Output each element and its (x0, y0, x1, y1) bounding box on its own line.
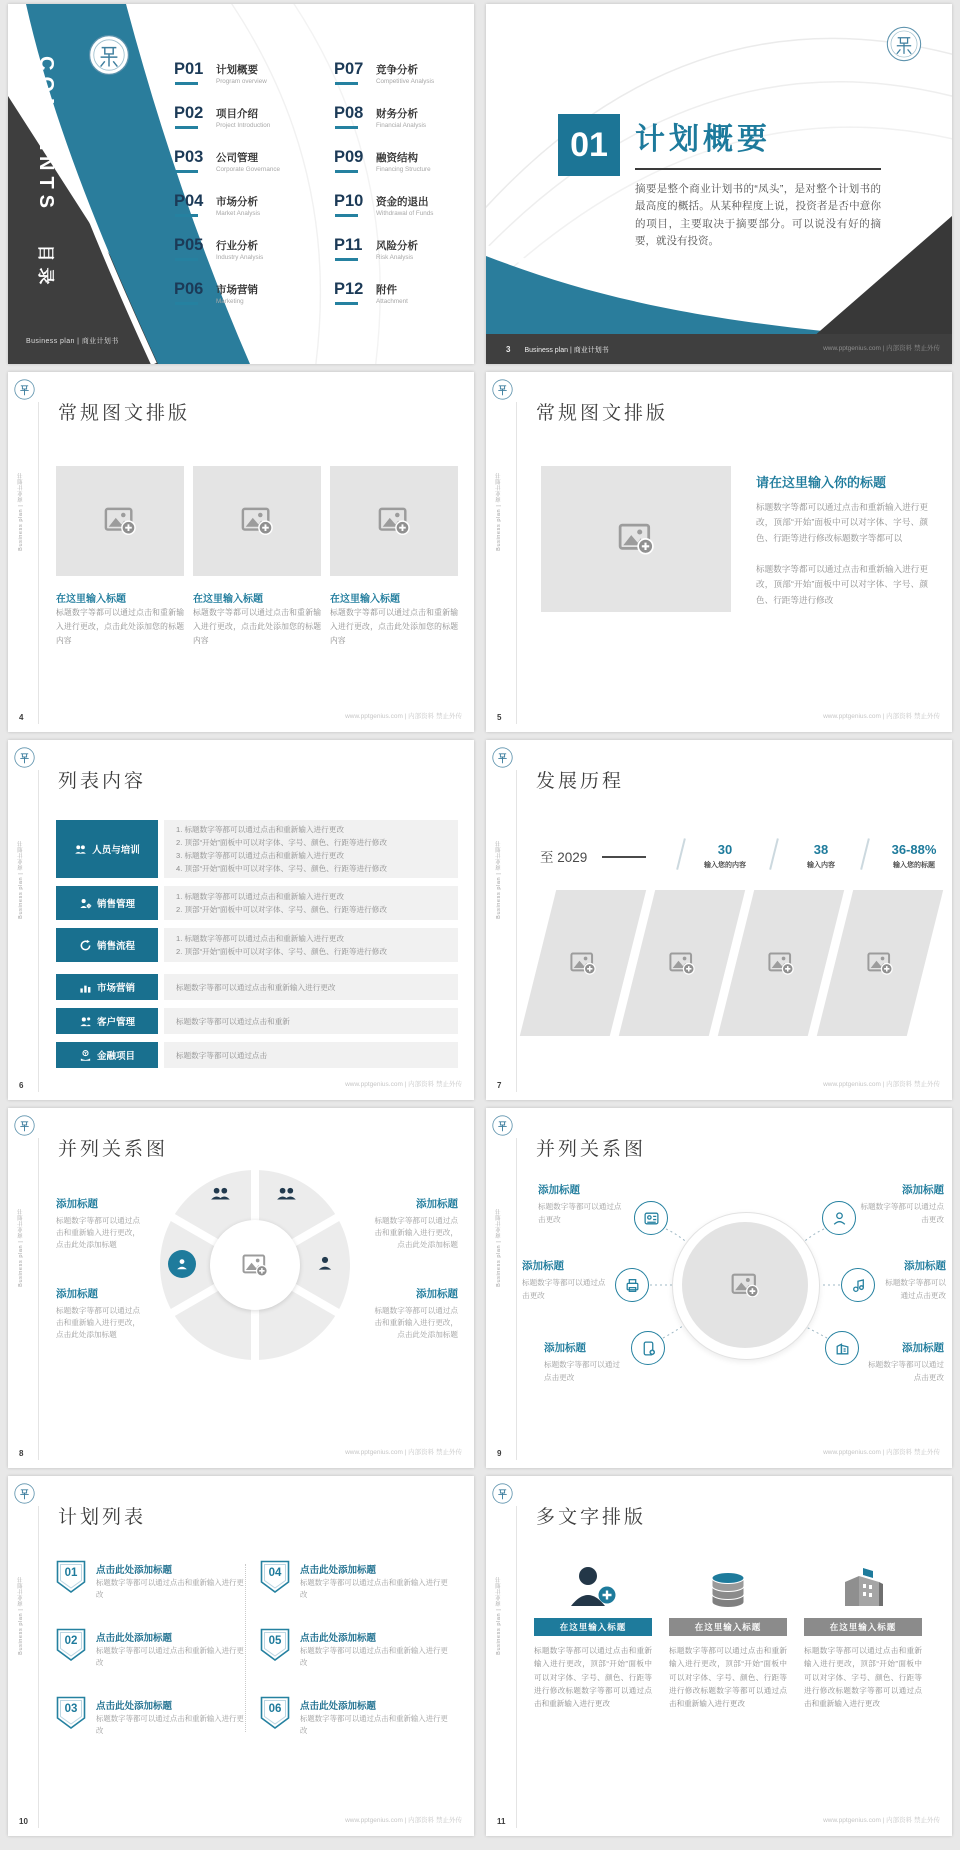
brand-vertical-text: Business plan | 商业计划书 (496, 840, 502, 919)
text-column-3 (804, 1554, 922, 1710)
page-title: 发展历程 (536, 771, 625, 792)
toc-item-p11[interactable] (334, 236, 434, 267)
plan-body: 标题数字等都可以通过点击和重新输入进行更改 (300, 1714, 448, 1736)
toc-item-p08[interactable] (334, 104, 434, 135)
slide-multitext[interactable] (486, 1476, 952, 1836)
center-circle (672, 1212, 820, 1360)
toc-title: 公司管理 (216, 152, 258, 164)
column-heading: 在这里输入标题 (804, 1618, 922, 1636)
printer-icon (624, 1277, 641, 1294)
toc-num: P12 (334, 280, 364, 298)
page-number: 10 (19, 1817, 28, 1826)
list-label-finance[interactable]: 金融项目 (56, 1042, 158, 1068)
side-divider (38, 1138, 39, 1460)
list-label-sales-process[interactable]: 销售流程 (56, 928, 158, 962)
toc-item-p09[interactable] (334, 148, 434, 179)
timeline-year: 至 2029 (540, 850, 588, 865)
slide-cover-contents[interactable] (8, 4, 474, 364)
column-body: 标题数字等都可以通过点击和重新输入进行更改，顶部“开始”面板中可以对字体、字号、颜色、行距等进行修改标题数字等都可以通过点击和重新输入进行更改 (669, 1646, 787, 1709)
toc-num: P02 (174, 104, 204, 122)
toc-item-p06[interactable] (174, 280, 280, 311)
item-title: 在这里输入标题 (330, 594, 400, 605)
item-title: 在这里输入标题 (193, 594, 263, 605)
chapter-title: 计划概要 (635, 123, 771, 156)
item-body: 标题数字等都可以通过点击和重新输入进行更改，点击此处添加您的标题内容 (330, 608, 458, 646)
node-heading: 添加标题 (902, 1342, 944, 1354)
node-icon[interactable] (634, 1201, 668, 1235)
plan-number: 02 (64, 1635, 78, 1647)
block-heading: 添加标题 (416, 1288, 458, 1300)
column-body: 标题数字等都可以通过点击和重新输入进行更改，顶部“开始”面板中可以对字体、字号、颜色、行距等进行修改标题数字等都可以通过点击和重新输入进行更改 (804, 1646, 922, 1709)
node-body: 标题数字等都可以通过点击更改 (522, 1278, 606, 1300)
list-line: 1. 标题数字等都可以通过点击和重新输入进行更改 (176, 934, 344, 943)
plan-heading: 点击此处添加标题 (96, 1701, 173, 1712)
side-divider (516, 770, 517, 1092)
bar-chart-icon (79, 981, 92, 994)
company-seal-logo (14, 1483, 35, 1504)
plan-heading: 点击此处添加标题 (96, 1633, 173, 1644)
side-divider (516, 402, 517, 724)
side-divider (38, 402, 39, 724)
toc-title: 财务分析 (376, 108, 418, 120)
company-seal-logo (14, 1115, 35, 1136)
person-add-icon (569, 1564, 617, 1610)
toc-underline (175, 258, 198, 261)
company-seal-logo (88, 34, 130, 76)
list-line: 标题数字等都可以通过点击和重新 (176, 1016, 290, 1026)
plan-heading: 点击此处添加标题 (300, 1701, 377, 1712)
music-note-icon (850, 1277, 867, 1294)
node-body: 标题数字等都可以通过点击更改 (860, 1202, 944, 1224)
brand-vertical-text: Business plan | 商业计划书 (18, 1576, 24, 1655)
contents-cn: 目录 (36, 244, 55, 291)
stat-label: 输入您的内容 (704, 862, 746, 869)
page-title: 并列关系图 (58, 1139, 169, 1160)
customers-icon (79, 1015, 92, 1028)
user-icon (316, 1254, 334, 1272)
plan-number: 05 (268, 1635, 282, 1647)
brand-vertical-text: Business plan | 商业计划书 (18, 1208, 24, 1287)
company-seal-logo (14, 379, 35, 400)
brand-vertical-text: Business plan | 商业计划书 (496, 1576, 502, 1655)
site-note: www.pptgenius.com | 内部资料 禁止外传 (345, 1081, 462, 1088)
toc-title: 附件 (376, 284, 397, 296)
stat-value: 30 (717, 842, 733, 857)
stat-value: 36-88% (891, 842, 937, 857)
stat-value: 38 (813, 842, 829, 857)
page-number: 3 (506, 345, 511, 354)
list-line: 标题数字等都可以通过点击和重新输入进行更改 (176, 982, 336, 992)
toc-title: 市场分析 (216, 196, 258, 208)
image-plus-icon (618, 523, 654, 555)
toc-item-p03[interactable] (174, 148, 280, 179)
process-arrows-icon (79, 939, 92, 952)
brand-vertical-text: Business plan | 商业计划书 (18, 472, 24, 551)
brand-footer: Business plan | 商业计划书 (26, 338, 119, 345)
list-content-sales-process (164, 928, 458, 962)
image-placeholder[interactable] (56, 466, 184, 576)
toc-underline (175, 214, 198, 217)
list-line: 1. 标题数字等都可以通过点击和重新输入进行更改 (176, 892, 344, 901)
toc-subtitle: Withdrawal of Funds (376, 210, 434, 217)
node-icon[interactable] (615, 1268, 649, 1302)
building-icon (839, 1564, 887, 1610)
node-heading: 添加标题 (904, 1260, 946, 1272)
label-block-bottom-right (374, 1286, 458, 1341)
plan-body: 标题数字等都可以通过点击和重新输入进行更改 (300, 1578, 448, 1600)
plan-body: 标题数字等都可以通过点击和重新输入进行更改 (96, 1714, 244, 1736)
slide-list-content[interactable] (8, 740, 474, 1100)
list-content-marketing (164, 974, 458, 1000)
block-heading: 添加标题 (56, 1198, 98, 1210)
block-body: 标题数字等都可以通过点击和重新输入进行更改，点击此处添加标题 (56, 1216, 140, 1250)
node-icon[interactable] (841, 1268, 875, 1302)
label-block-bottom-left (56, 1286, 140, 1341)
slide-chapter-01[interactable] (486, 4, 952, 364)
site-note: www.pptgenius.com | 内部资料 禁止外传 (823, 1817, 940, 1824)
list-line: 4. 顶部“开始”面板中可以对字体、字号、颜色、行距等进行修改 (176, 864, 387, 873)
chapter-summary: 摘要是整个商业计划书的“凤头”，是对整个计划书的最高度的概括。从某种程度上说，投资者是否中意你的项目，主要取决于摘要部分。可以说没有好的摘要，就没有投资。 (635, 183, 881, 247)
building-icon (834, 1340, 851, 1357)
list-line: 2. 顶部“开始”面板中可以对字体、字号、颜色、行距等进行修改 (176, 905, 387, 914)
side-divider (38, 1506, 39, 1828)
node-heading: 添加标题 (538, 1184, 580, 1196)
stat-divider (860, 838, 869, 869)
toc-underline (175, 126, 198, 129)
block-heading: 添加标题 (56, 1288, 98, 1300)
toc-subtitle: Corporate Governance (216, 166, 281, 173)
page-title: 列表内容 (58, 771, 147, 792)
toc-title: 项目介绍 (216, 108, 258, 120)
page-number: 11 (497, 1817, 506, 1826)
slide-plan-list[interactable] (8, 1476, 474, 1836)
toc-title: 市场营销 (216, 284, 258, 296)
node-body: 标题数字等都可以通过点击更改 (544, 1360, 620, 1382)
company-seal-logo (886, 26, 922, 62)
group-icon (276, 1186, 298, 1202)
slide-timeline[interactable] (486, 740, 952, 1100)
content-heading: 请在这里输入你的标题 (756, 475, 887, 490)
list-line: 2. 顶部“开始”面板中可以对字体、字号、颜色、行距等进行修改 (176, 947, 387, 956)
image-plus-icon (867, 952, 893, 975)
toc-num: P05 (174, 236, 204, 254)
toc-num: P09 (334, 148, 364, 166)
page-title: 常规图文排版 (58, 403, 191, 424)
group-icon (210, 1186, 232, 1202)
page-number: 9 (497, 1449, 502, 1458)
column-body: 标题数字等都可以通过点击和重新输入进行更改，顶部“开始”面板中可以对字体、字号、颜色、行距等进行修改标题数字等都可以通过点击和重新输入进行更改 (534, 1646, 652, 1709)
item-body: 标题数字等都可以通过点击和重新输入进行更改，点击此处添加您的标题内容 (193, 608, 321, 646)
toc-subtitle: Marketing (216, 298, 244, 305)
label-block-top-left (56, 1196, 140, 1251)
slide-layout-imgtext[interactable] (486, 372, 952, 732)
toc-title: 计划概要 (216, 64, 258, 76)
brand-footer: Business plan | 商业计划书 (524, 347, 609, 354)
stat-label: 输入内容 (807, 862, 835, 869)
site-note: www.pptgenius.com | 内部资料 禁止外传 (823, 1449, 940, 1456)
toc-column-right (334, 60, 434, 311)
toc-item-p07[interactable] (334, 60, 434, 91)
toc-item-p12[interactable] (334, 280, 434, 311)
brand-vertical-text: Business plan | 商业计划书 (496, 472, 502, 551)
column-heading: 在这里输入标题 (534, 1618, 652, 1636)
plan-heading: 点击此处添加标题 (300, 1633, 377, 1644)
list-content-personnel (164, 820, 458, 878)
toc-underline (175, 170, 198, 173)
site-note: www.pptgenius.com | 内部资料 禁止外传 (823, 1081, 940, 1088)
plan-number: 04 (268, 1567, 282, 1579)
user-icon (168, 1250, 196, 1278)
list-label-sales-mgmt[interactable]: 销售管理 (56, 886, 158, 920)
content-paragraph-2: 标题数字等都可以通过点击和重新输入进行更改，顶部“开始”面板中可以对字体、字号、颜色、行距等进行修改 (756, 564, 928, 605)
toc-subtitle: Financing Structure (376, 166, 431, 173)
toc-column-left (174, 60, 280, 311)
page-number: 8 (19, 1449, 24, 1458)
toc-underline (335, 82, 358, 85)
finance-icon (79, 1049, 92, 1062)
toc-subtitle: Financial Analysis (376, 122, 427, 129)
toc-underline (335, 258, 358, 261)
image-placeholder[interactable] (330, 466, 458, 576)
toc-subtitle: Project Introduction (216, 122, 271, 129)
page-number: 6 (19, 1081, 24, 1090)
brand-vertical-text: Business plan | 商业计划书 (18, 840, 24, 919)
plan-number: 01 (64, 1567, 78, 1579)
plan-body: 标题数字等都可以通过点击和重新输入进行更改 (96, 1646, 244, 1668)
toc-subtitle: Program overview (216, 78, 267, 85)
toc-num: P11 (334, 236, 363, 254)
toc-num: P03 (174, 148, 204, 166)
page-number: 4 (19, 713, 24, 722)
toc-num: P08 (334, 104, 364, 122)
list-line: 标题数字等都可以通过点击 (176, 1050, 268, 1060)
side-divider (38, 770, 39, 1092)
image-plus-icon (731, 1273, 759, 1298)
chapter-number: 01 (558, 114, 620, 176)
list-line: 2. 顶部“开始”面板中可以对字体、字号、颜色、行距等进行修改 (176, 838, 387, 847)
company-seal-logo (492, 379, 513, 400)
petal-diagram (160, 1170, 350, 1360)
list-line: 3. 标题数字等都可以通过点击和重新输入进行更改 (176, 851, 344, 860)
slide-layout-3col[interactable] (8, 372, 474, 732)
image-placeholder[interactable] (210, 1220, 300, 1310)
toc-title: 资金的退出 (376, 196, 429, 208)
list-label-customer[interactable]: 客户管理 (56, 1008, 158, 1034)
side-divider (516, 1506, 517, 1828)
toc-subtitle: Risk Analysis (376, 254, 414, 261)
id-card-icon (643, 1210, 660, 1227)
node-heading: 添加标题 (544, 1342, 586, 1354)
toc-num: P10 (334, 192, 364, 210)
stat-divider (676, 838, 685, 869)
list-label-marketing[interactable]: 市场营销 (56, 974, 158, 1000)
node-label-mid-left (522, 1258, 606, 1303)
brand-vertical-text: Business plan | 商业计划书 (496, 1208, 502, 1287)
page-title: 常规图文排版 (536, 403, 669, 424)
node-heading: 添加标题 (902, 1184, 944, 1196)
node-body: 标题数字等都可以通过点击更改 (885, 1278, 946, 1300)
toc-item-p02[interactable] (174, 104, 280, 135)
toc-num: P06 (174, 280, 204, 298)
contents-en: CONTENTS (35, 56, 57, 214)
toc-subtitle: Market Analysis (216, 210, 261, 217)
toc-underline (175, 82, 198, 85)
plan-number: 06 (268, 1703, 282, 1715)
dotted-divider (245, 1564, 246, 1732)
stat-1 (690, 842, 760, 870)
item-body: 标题数字等都可以通过点击和重新输入进行更改，点击此处添加您的标题内容 (56, 608, 184, 646)
site-note: www.pptgenius.com | 内部资料 禁止外传 (345, 1817, 462, 1824)
page-title: 计划列表 (58, 1507, 147, 1528)
toc-title: 竞争分析 (376, 64, 418, 76)
title-rule (635, 168, 881, 170)
image-plus-icon (241, 507, 273, 535)
page-title: 并列关系图 (536, 1139, 647, 1160)
page-number: 5 (497, 713, 502, 722)
company-seal-logo (14, 747, 35, 768)
list-label-personnel[interactable]: 人员与培训 (56, 820, 158, 878)
label-block-top-right (374, 1196, 458, 1251)
node-icon[interactable] (825, 1331, 859, 1365)
list-content-customer (164, 1008, 458, 1034)
toc-item-p04[interactable] (174, 192, 280, 223)
slide-parallel-b[interactable] (486, 1108, 952, 1468)
company-seal-logo (492, 747, 513, 768)
toc-item-p05[interactable] (174, 236, 280, 267)
toc-title: 风险分析 (376, 240, 418, 252)
toc-subtitle: Attachment (376, 298, 408, 305)
block-heading: 添加标题 (416, 1198, 458, 1210)
site-note: www.pptgenius.com | 内部资料 禁止外传 (823, 713, 940, 720)
node-label-bottom-right (866, 1340, 944, 1385)
node-label-bottom-left (544, 1340, 624, 1385)
image-placeholder[interactable] (193, 466, 321, 576)
stat-label: 输入您的标题 (893, 862, 935, 869)
sales-manager-icon (79, 897, 92, 910)
node-label-top-right (860, 1182, 944, 1227)
toc-item-p10[interactable] (334, 192, 434, 223)
site-note: www.pptgenius.com | 内部资料 禁止外传 (823, 345, 940, 352)
slide-parallel-a[interactable] (8, 1108, 474, 1468)
list-content-finance (164, 1042, 458, 1068)
node-label-mid-right (880, 1258, 946, 1303)
toc-subtitle: Competitive Analysis (376, 78, 435, 85)
plan-body: 标题数字等都可以通过点击和重新输入进行更改 (300, 1646, 448, 1668)
content-paragraph-1: 标题数字等都可以通过点击和重新输入进行更改，顶部“开始”面板中可以对字体、字号、颜色、行距等进行修改标题数字等都可以 (756, 502, 928, 543)
user-icon (831, 1210, 848, 1227)
node-heading: 添加标题 (522, 1260, 564, 1272)
stat-2 (789, 842, 853, 870)
plan-number: 03 (64, 1703, 78, 1715)
text-column-1 (534, 1554, 652, 1710)
image-plus-icon (669, 952, 695, 975)
plan-body: 标题数字等都可以通过点击和重新输入进行更改 (96, 1578, 244, 1600)
list-content-sales-mgmt (164, 886, 458, 920)
node-body: 标题数字等都可以通过点击更改 (868, 1360, 944, 1382)
toc-title: 融资结构 (376, 152, 418, 164)
image-plus-icon (104, 507, 136, 535)
node-body: 标题数字等都可以通过点击更改 (538, 1202, 622, 1224)
image-plus-icon (378, 507, 410, 535)
image-placeholder[interactable] (682, 1222, 808, 1348)
item-title: 在这里输入标题 (56, 594, 126, 605)
timeline-dash (602, 856, 646, 858)
team-icon (74, 843, 87, 856)
page-number: 7 (497, 1081, 502, 1090)
mobile-add-icon (640, 1340, 657, 1357)
toc-underline (335, 170, 358, 173)
stat-divider (769, 838, 778, 869)
image-plus-icon (242, 1254, 268, 1277)
plan-heading: 点击此处添加标题 (300, 1565, 377, 1576)
image-plus-icon (570, 952, 596, 975)
block-body: 标题数字等都可以通过点击和重新输入进行更改，点击此处添加标题 (374, 1306, 458, 1340)
toc-title: 行业分析 (216, 240, 258, 252)
image-plus-icon (768, 952, 794, 975)
page-title: 多文字排版 (536, 1507, 647, 1528)
text-column-2 (669, 1554, 787, 1710)
company-seal-logo (492, 1483, 513, 1504)
toc-underline (335, 302, 358, 305)
coins-icon (704, 1564, 752, 1610)
block-body: 标题数字等都可以通过点击和重新输入进行更改，点击此处添加标题 (374, 1216, 458, 1250)
image-placeholder[interactable] (541, 466, 731, 612)
node-label-top-left (538, 1182, 622, 1227)
toc-num: P04 (174, 192, 204, 210)
toc-num: P07 (334, 60, 364, 78)
node-icon[interactable] (822, 1201, 856, 1235)
toc-num: P01 (174, 60, 204, 78)
list-line: 1. 标题数字等都可以通过点击和重新输入进行更改 (176, 825, 344, 834)
node-icon[interactable] (631, 1331, 665, 1365)
contents-vertical-heading (34, 56, 60, 290)
stat-3 (876, 842, 952, 870)
toc-underline (175, 302, 198, 305)
toc-underline (335, 214, 358, 217)
toc-subtitle: Industry Analysis (216, 254, 264, 261)
block-body: 标题数字等都可以通过点击和重新输入进行更改，点击此处添加标题 (56, 1306, 140, 1340)
toc-item-p01[interactable] (174, 60, 280, 91)
site-note: www.pptgenius.com | 内部资料 禁止外传 (345, 1449, 462, 1456)
column-heading: 在这里输入标题 (669, 1618, 787, 1636)
site-note: www.pptgenius.com | 内部资料 禁止外传 (345, 713, 462, 720)
toc-underline (335, 126, 358, 129)
plan-heading: 点击此处添加标题 (96, 1565, 173, 1576)
